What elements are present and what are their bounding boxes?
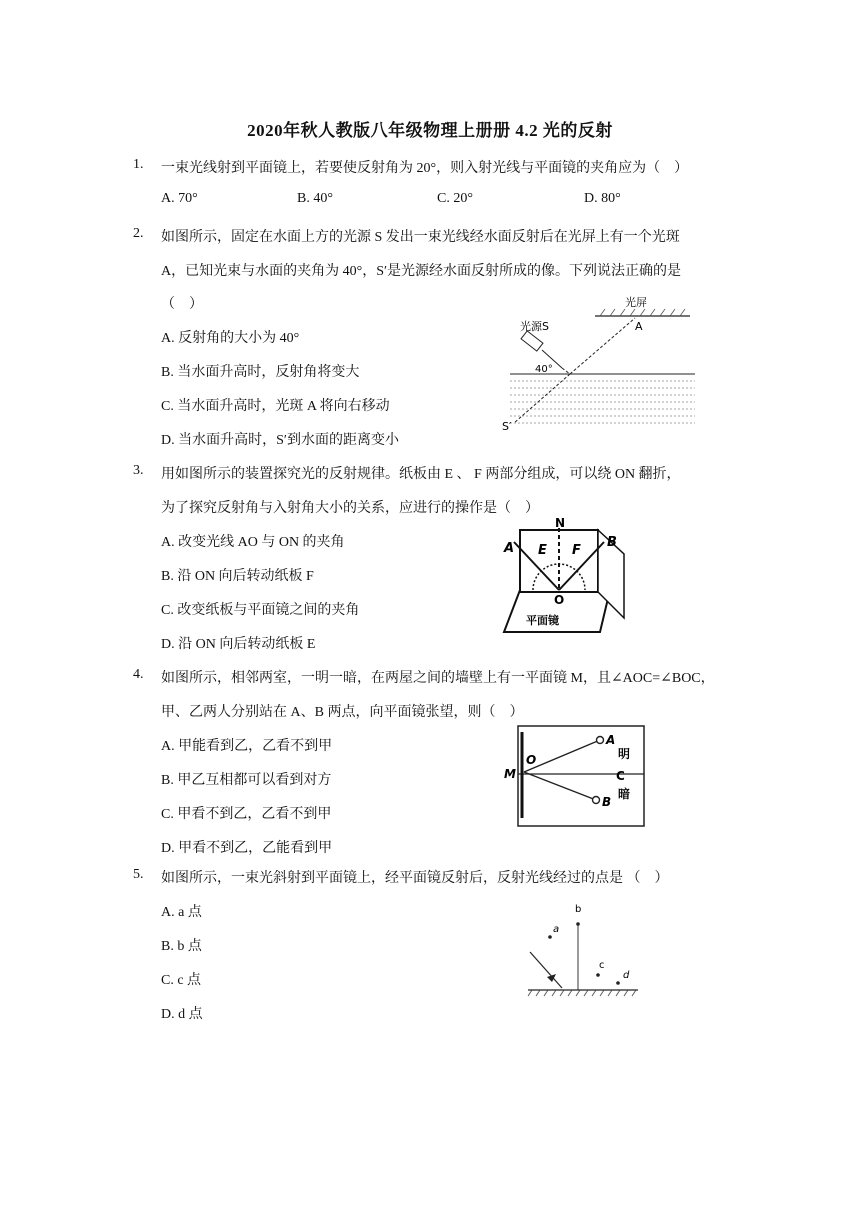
point-d-label: d	[623, 970, 630, 981]
question-number: 3.	[133, 463, 144, 478]
a-label: A	[504, 541, 515, 556]
question-text-line-2: 甲、乙两人分别站在 A、B 两点，向平面镜张望，则（ ）	[161, 705, 524, 720]
screen-label: 光屏	[625, 296, 647, 309]
option-b[interactable]: B. 沿 ON 向后转动纸板 F	[161, 569, 314, 584]
option-d[interactable]: D. 沿 ON 向后转动纸板 E	[161, 637, 316, 652]
f-label: F	[572, 543, 581, 558]
n-label: N	[555, 516, 566, 530]
option-c[interactable]: C. c 点	[161, 973, 202, 988]
dark-label: 暗	[618, 787, 631, 801]
source-label: 光源S	[520, 320, 549, 333]
o-label: O	[554, 593, 565, 607]
question-text-line-2: A，已知光束与水面的夹角为 40°，S′是光源经水面反射所成的像。下列说法正确的是	[161, 264, 682, 279]
question-text: 如图所示，一束光斜射到平面镜上，经平面镜反射后，反射光线经过的点是 （ ）	[161, 871, 669, 886]
e-label: E	[538, 543, 547, 558]
option-a[interactable]: A. 改变光线 AO 与 ON 的夹角	[161, 535, 345, 550]
question-number: 1.	[133, 157, 144, 172]
option-b[interactable]: B. b 点	[161, 939, 202, 954]
mirror-points-figure	[522, 900, 642, 1000]
spot-label: A	[635, 320, 643, 333]
a-label: A	[606, 733, 616, 747]
option-a[interactable]: A. a 点	[161, 905, 202, 920]
image-label: S′	[502, 420, 512, 433]
point-b-label: b	[575, 904, 582, 915]
option-c[interactable]: C. 20°	[437, 191, 473, 206]
option-d[interactable]: D. 80°	[584, 191, 621, 206]
question-text-line-1: 如图所示，固定在水面上方的光源 S 发出一束光线经水面反射后在光屏上有一个光斑	[161, 230, 680, 245]
question-text-line-1: 如图所示，相邻两室，一明一暗，在两屋之间的墙壁上有一平面镜 M，且∠AOC=∠BOC，	[161, 671, 715, 686]
point-a-label: a	[553, 924, 560, 935]
option-a[interactable]: A. 反射角的大小为 40°	[161, 331, 300, 346]
page-title: 2020年秋人教版八年级物理上册册 4.2 光的反射	[247, 121, 613, 140]
option-a[interactable]: A. 70°	[161, 191, 198, 206]
option-c[interactable]: C. 改变纸板与平面镜之间的夹角	[161, 603, 360, 618]
two-rooms-figure	[500, 722, 650, 830]
b-label: B	[607, 535, 617, 550]
paper-board-figure	[500, 516, 640, 635]
option-b[interactable]: B. 当水面升高时，反射角将变大	[161, 365, 360, 380]
option-d[interactable]: D. d 点	[161, 1007, 203, 1022]
m-label: M	[504, 767, 516, 781]
question-text-line-3: （ ）	[161, 297, 203, 312]
question-text-line-2: 为了探究反射角与入射角大小的关系，应进行的操作是（ ）	[161, 501, 539, 516]
question-number: 2.	[133, 226, 144, 241]
mirror-label: 平面镜	[526, 614, 559, 627]
question-text: 一束光线射到平面镜上，若要使反射角为 20°，则入射光线与平面镜的夹角应为（ ）	[161, 161, 689, 176]
point-c-label: c	[599, 960, 605, 971]
bright-label: 明	[618, 747, 631, 761]
c-label: C	[616, 769, 625, 783]
question-number: 5.	[133, 867, 144, 882]
option-d[interactable]: D. 甲看不到乙，乙能看到甲	[161, 841, 333, 856]
option-d[interactable]: D. 当水面升高时，S′到水面的距离变小	[161, 433, 399, 448]
option-c[interactable]: C. 当水面升高时，光斑 A 将向右移动	[161, 399, 390, 414]
option-c[interactable]: C. 甲看不到乙，乙看不到甲	[161, 807, 332, 822]
b-label: B	[602, 795, 612, 809]
angle-label: 40°	[535, 364, 553, 375]
option-a[interactable]: A. 甲能看到乙，乙看不到甲	[161, 739, 333, 754]
question-text-line-1: 用如图所示的装置探究光的反射规律。纸板由 E 、 F 两部分组成，可以绕 ON 翻折，	[161, 467, 681, 482]
option-b[interactable]: B. 甲乙互相都可以看到对方	[161, 773, 332, 788]
o-label: O	[526, 753, 537, 767]
option-b[interactable]: B. 40°	[297, 191, 333, 206]
question-number: 4.	[133, 667, 144, 682]
water-reflection-figure	[500, 296, 700, 436]
